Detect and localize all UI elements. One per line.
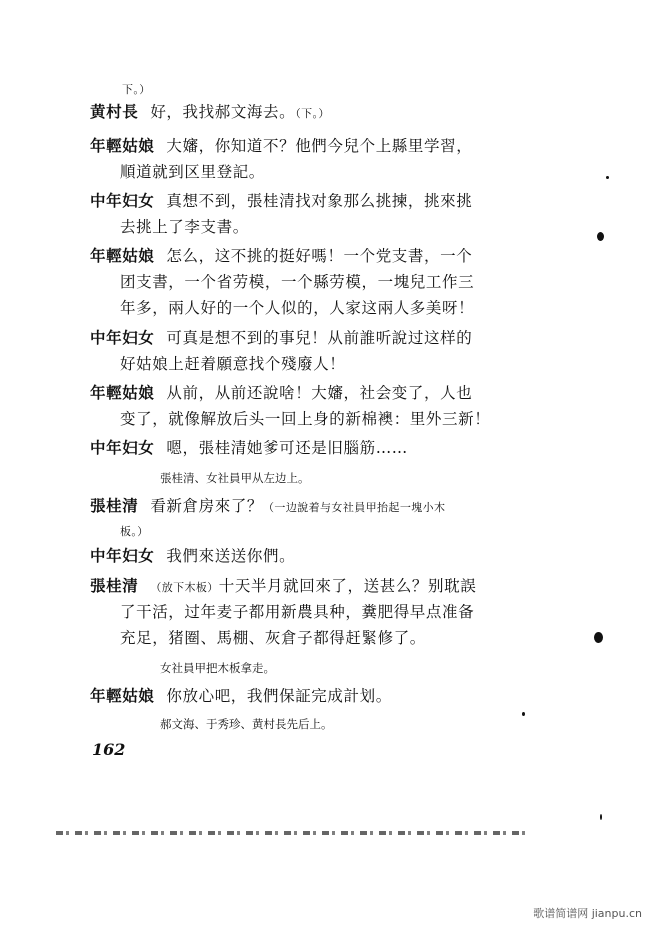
dialogue-line: 中年妇女 嗯，張桂清她爹可还是旧腦筋…… bbox=[90, 438, 408, 457]
speaker-name: 中年妇女 bbox=[90, 546, 155, 565]
dialogue-line: 中年妇女 我們來送送你們。 bbox=[90, 546, 296, 565]
dialogue-line: 了干活，过年麦子都用新農具种，糞肥得早点准备 bbox=[120, 603, 475, 621]
dialogue-line: 板。） bbox=[120, 525, 149, 538]
scan-edge-marks bbox=[56, 831, 526, 835]
dialogue-line: 順道就到区里登記。 bbox=[120, 163, 265, 181]
dialogue-line: 張桂清 看新倉房來了？（一边說着与女社員甲抬起一塊小木 bbox=[90, 496, 446, 515]
dialogue-line: 年輕姑娘 你放心吧，我們保証完成計划。 bbox=[90, 686, 392, 705]
speaker-name: 年輕姑娘 bbox=[90, 383, 155, 402]
watermark: 歌谱简谱网 jianpu.cn bbox=[533, 907, 642, 920]
speaker-name: 張桂清 bbox=[90, 576, 139, 595]
ink-speck bbox=[597, 232, 604, 241]
stage-direction: 女社員甲把木板拿走。 bbox=[160, 661, 275, 675]
dialogue-line: 中年妇女 可真是想不到的事兒！从前誰听說过这样的 bbox=[90, 328, 473, 347]
dialogue-line: 黄村長 好，我找郝文海去。（下。） bbox=[90, 102, 330, 121]
ink-speck bbox=[600, 814, 602, 820]
dialogue-line: 充足，猪圈、馬棚、灰倉子都得赶緊修了。 bbox=[120, 629, 426, 647]
speaker-name: 張桂清 bbox=[90, 496, 139, 515]
stage-direction: 郝文海、于秀珍、黄村長先后上。 bbox=[160, 717, 333, 731]
page-number: 162 bbox=[92, 740, 126, 759]
dialogue-line: 下。） bbox=[122, 83, 151, 96]
speaker-name: 中年妇女 bbox=[90, 438, 155, 457]
dialogue-line: 年輕姑娘 从前，从前还說啥！大嬸，社会变了，人也 bbox=[90, 383, 473, 402]
speaker-name: 中年妇女 bbox=[90, 328, 155, 347]
dialogue-line: 好姑娘上赶着願意找个殘廢人！ bbox=[120, 355, 346, 373]
dialogue-line: 去挑上了李支書。 bbox=[120, 218, 249, 236]
dialogue-line: 張桂清 （放下木板）十天半月就回來了，送甚么？别耽誤 bbox=[90, 576, 477, 595]
dialogue-line: 团支書，一个省劳模，一个縣劳模，一塊兒工作三 bbox=[120, 273, 475, 291]
dialogue-line: 年輕姑娘 怎么，这不挑的挺好嗎！一个党支書，一个 bbox=[90, 246, 473, 265]
ink-speck bbox=[594, 632, 603, 643]
ink-speck bbox=[522, 712, 525, 716]
speaker-name: 年輕姑娘 bbox=[90, 246, 155, 265]
dialogue-line: 变了，就像解放后头一回上身的新棉襖：里外三新！ bbox=[120, 410, 491, 428]
stage-direction: 張桂清、女社員甲从左边上。 bbox=[160, 471, 310, 485]
speaker-name: 中年妇女 bbox=[90, 191, 155, 210]
speaker-name: 年輕姑娘 bbox=[90, 136, 155, 155]
dialogue-line: 中年妇女 真想不到，張桂清找对象那么挑揀，挑來挑 bbox=[90, 191, 473, 210]
speaker-name: 年輕姑娘 bbox=[90, 686, 155, 705]
speaker-name: 黄村長 bbox=[90, 102, 139, 121]
ink-speck bbox=[606, 176, 609, 179]
dialogue-line: 年多，兩人好的一个人似的，人家这兩人多美呀！ bbox=[120, 299, 475, 317]
dialogue-line: 年輕姑娘 大嬸，你知道不？他們今兒个上縣里学習， bbox=[90, 136, 473, 155]
